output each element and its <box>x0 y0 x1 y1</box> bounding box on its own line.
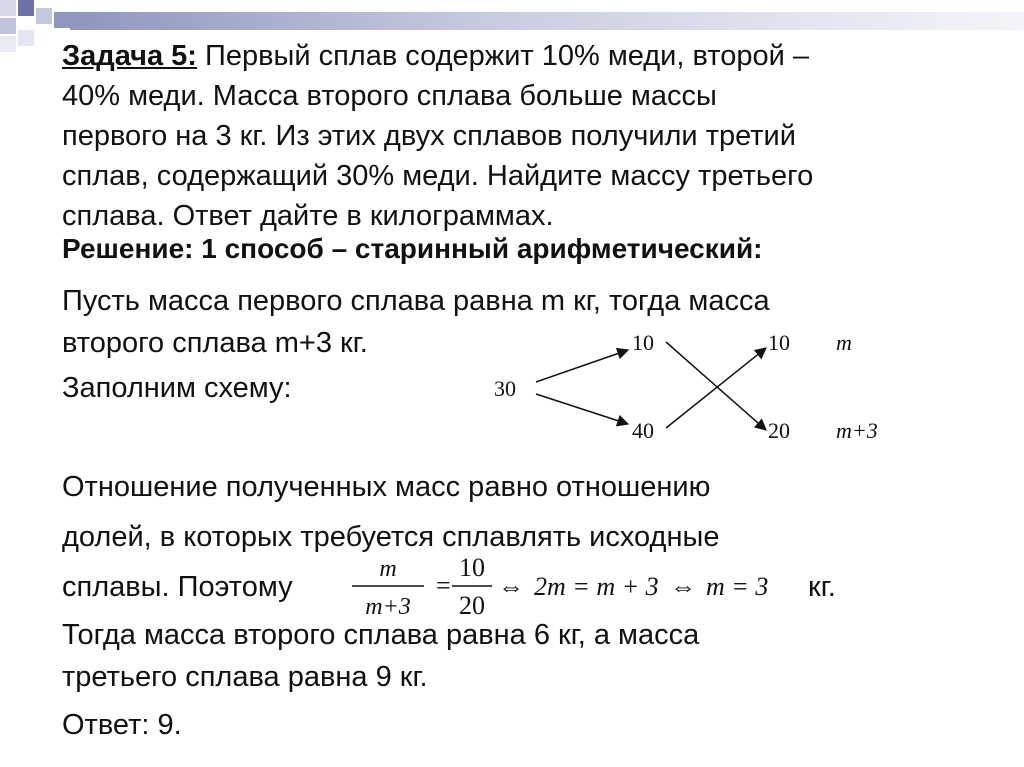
middle-equation: 2m = m + 3 <box>534 572 659 601</box>
scheme-top-variable: m <box>836 330 852 355</box>
problem-line: Задача 5: Первый сплав содержит 10% меди, второй – <box>62 40 809 72</box>
deco-square <box>18 30 34 46</box>
problem-line: сплав, содержащий 30% меди. Найдите массу третьего <box>62 160 814 192</box>
equivalence-symbol: ⇔ <box>498 572 524 601</box>
deco-square <box>54 12 70 28</box>
deco-square <box>0 18 16 34</box>
problem-label: Задача 5: <box>62 40 197 72</box>
deco-square <box>0 36 16 52</box>
solution-paragraph-4: Тогда масса второго сплава равна 6 кг, а масса третьего сплава равна 9 кг. <box>62 619 700 693</box>
deco-square <box>36 8 52 24</box>
scheme-bottom-variable: m+3 <box>836 418 878 443</box>
solution-paragraph-1: Пусть масса первого сплава равна m кг, тогда масса второго сплава m+3 кг. <box>62 285 770 359</box>
mixing-scheme <box>480 320 920 460</box>
solution-paragraph-3: Отношение полученных масс равно отношению долей, в которых требуется сплавлять исходные <box>62 471 720 553</box>
deco-square <box>18 0 34 16</box>
scheme-top-right-value: 10 <box>768 330 790 355</box>
fraction-1-numerator: m <box>379 556 397 582</box>
arrow-to-bottom <box>536 394 628 424</box>
arrow-to-top <box>536 350 628 382</box>
scheme-center-value: 30 <box>494 376 516 401</box>
fraction-2-numerator: 10 <box>459 553 485 582</box>
fraction-2-denominator: 20 <box>459 591 485 620</box>
equals-sign: = <box>436 571 451 600</box>
unit-kg: кг. <box>808 571 836 603</box>
equivalence-symbol: ⇔ <box>670 572 696 601</box>
problem-line: сплава. Ответ дайте в килограммах. <box>62 200 554 232</box>
scheme-bottom-left-value: 40 <box>632 418 654 443</box>
problem-line: 40% меди. Масса второго сплава больше массы <box>62 80 717 112</box>
result-equation: m = 3 <box>706 572 769 601</box>
solution-paragraph-3-end: сплавы. Поэтому <box>62 571 293 603</box>
answer: Ответ: 9. <box>62 709 182 741</box>
problem-line: первого на 3 кг. Из этих двух сплавов получили третий <box>62 120 796 152</box>
solution-heading: Решение: 1 способ – старинный арифметический: <box>62 233 763 264</box>
header-bar <box>70 12 1024 30</box>
fraction-1-denominator: m+3 <box>365 594 411 620</box>
scheme-top-left-value: 10 <box>632 330 654 355</box>
solution-paragraph-2: Заполним схему: <box>62 372 292 404</box>
problem-statement <box>62 36 962 236</box>
deco-square <box>0 0 16 16</box>
scheme-bottom-right-value: 20 <box>768 418 790 443</box>
